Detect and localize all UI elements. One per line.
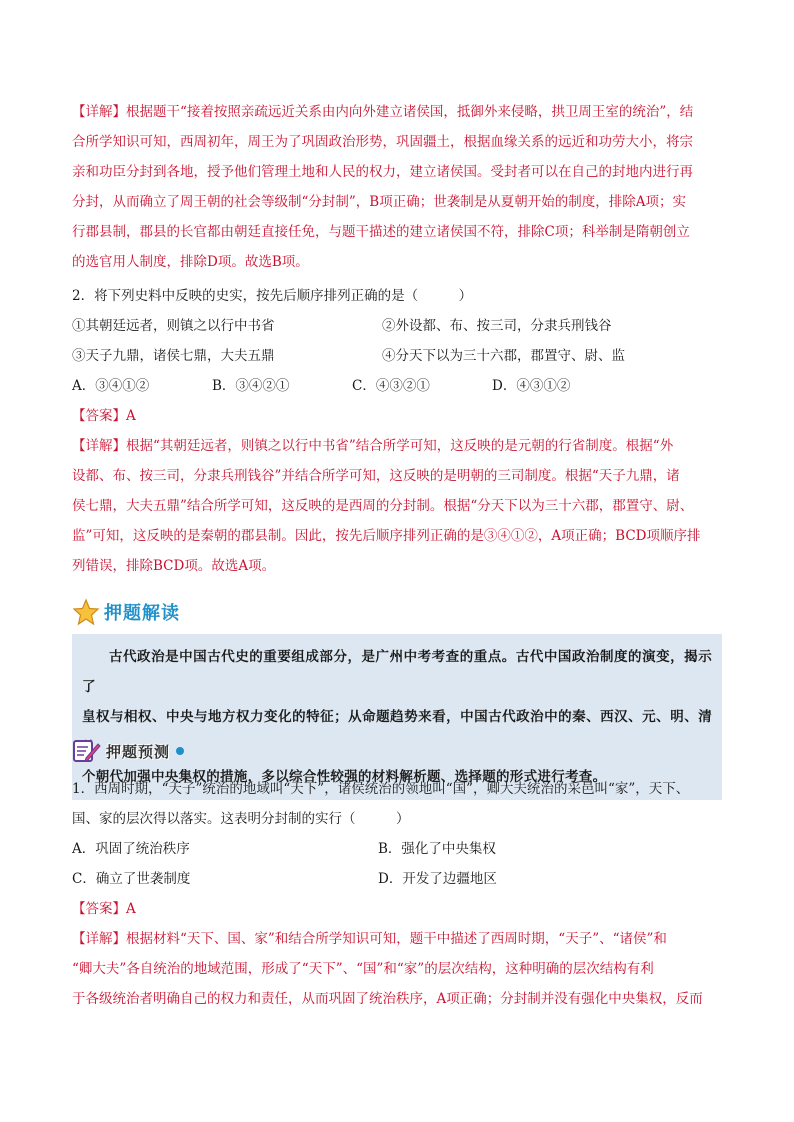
notebook-pencil-icon — [72, 738, 102, 764]
detail-line: 分封，从而确立了周王朝的社会等级制“分封制”，B项正确；世袭制是从夏朝开始的制度，排除A项；实 — [72, 194, 686, 210]
callout-text: 古代政治是中国古代史的重要组成部分，是广州中考考查的重点。古代中国政治制度的演变，揭示了 皇权与相权、中央与地方权力变化的特征；从命题趋势来看，中国古代政治中的秦、西汉、元、明、清 个朝代加强中央集权的措施，多以综合性较强的材料解析题、选择题的形式进行考查。 — [82, 649, 712, 785]
option-a[interactable]: A．巩固了统治秩序 — [72, 841, 190, 857]
question-stem: 2．将下列史料中反映的史实，按先后顺序排列正确的是（ ） — [72, 288, 473, 304]
source-items — [72, 311, 722, 371]
detail-tag: 【详解】 — [72, 104, 126, 120]
option-c[interactable]: C．④③②① — [352, 378, 430, 394]
question-stem: 国、家的层次得以落实。这表明分封制的实行（ ） — [72, 811, 410, 827]
detail-tag: 【详解】 — [72, 438, 126, 454]
question-2 — [72, 281, 722, 581]
detail-line: 监”可知，这反映的是秦朝的郡县制。因此，按先后顺序排列正确的是③④①②，A项正确；BCD项顺序排 — [72, 528, 701, 544]
answer-options — [72, 834, 722, 894]
detail-line: 侯七鼎，大夫五鼎”结合所学可知，这反映的是西周的分封制。根据“分天下以为三十六郡，郡置守、尉、 — [72, 498, 694, 514]
option-b[interactable]: B．强化了中央集权 — [378, 841, 496, 857]
section-title: 押题解读 — [104, 603, 180, 624]
detail-line: 根据“其朝廷远者，则镇之以行中书省”结合所学可知，这反映的是元朝的行省制度。根据“外 — [126, 438, 674, 454]
detail-line: 的选官用人制度，排除D项。故选B项。 — [72, 254, 309, 270]
section-heading-prediction — [72, 738, 184, 764]
detail-line: 合所学知识可知，西周初年，周王为了巩固政治形势，巩固疆土，根据血缘关系的远近和功劳大小，将宗 — [72, 134, 693, 150]
detail-line: 设都、布、按三司，分隶兵刑钱谷”并结合所学可知，这反映的是明朝的三司制度。根据“天子九鼎，诸 — [72, 468, 680, 484]
answer-options — [72, 371, 722, 401]
option-b[interactable]: B．③④②① — [212, 378, 290, 394]
source-item: ③天子九鼎，诸侯七鼎，大夫五鼎 — [72, 348, 275, 364]
option-d[interactable]: D．开发了边疆地区 — [378, 871, 497, 887]
dot-icon — [176, 747, 184, 755]
option-a[interactable]: A．③④①② — [72, 378, 150, 394]
prediction-question-1 — [72, 774, 722, 1014]
detail-tag: 【详解】 — [72, 931, 126, 947]
section-heading-interpretation — [72, 598, 180, 626]
option-c[interactable]: C．确立了世袭制度 — [72, 871, 191, 887]
source-item: ④分天下以为三十六郡，郡置守、尉、监 — [382, 348, 625, 364]
detail-line: 行郡县制，郡县的长官都由朝廷直接任免，与题干描述的建立诸侯国不符，排除C项；科举制是隋朝创立 — [72, 224, 690, 240]
detail-line: 亲和功臣分封到各地，授予他们管理土地和人民的权力，建立诸侯国。受封者可以在自己的封地内进行再 — [72, 164, 693, 180]
detail-line: 根据题干“接着按照亲疏远近关系由内向外建立诸侯国，抵御外来侵略，拱卫周王室的统治”，结 — [126, 104, 694, 120]
p1-detail — [72, 924, 722, 1014]
answer-line: 【答案】A — [72, 408, 136, 424]
source-item: ①其朝廷远者，则镇之以行中书省 — [72, 318, 275, 334]
question-stem: 1．西周时期，“天子”统治的地域叫“天下”，诸侯统治的领地叫“国”，卿大夫统治的采邑叫“家”，天下、 — [72, 781, 690, 797]
detail-line: 根据材料“天下、国、家”和结合所学知识可知，题干中描述了西周时期，“天子”、“诸侯”和 — [126, 931, 667, 947]
detail-line: “卿大夫”各自统治的地域范围，形成了“天下”、“国”和“家”的层次结构，这种明确的层次结构有利 — [72, 961, 654, 977]
star-icon — [72, 598, 100, 626]
answer-line: 【答案】A — [72, 901, 136, 917]
detail-line: 列错误，排除BCD项。故选A项。 — [72, 558, 276, 574]
option-d[interactable]: D．④③①② — [492, 378, 571, 394]
detail-line: 于各级统治者明确自己的权力和责任，从而巩固了统治秩序，A项正确；分封制并没有强化中央集权，反而 — [72, 991, 703, 1007]
section-title: 押题预测 — [106, 742, 171, 761]
q1-detail — [72, 97, 722, 277]
q2-detail — [72, 431, 722, 581]
source-item: ②外设都、布、按三司，分隶兵刑钱谷 — [382, 318, 612, 334]
